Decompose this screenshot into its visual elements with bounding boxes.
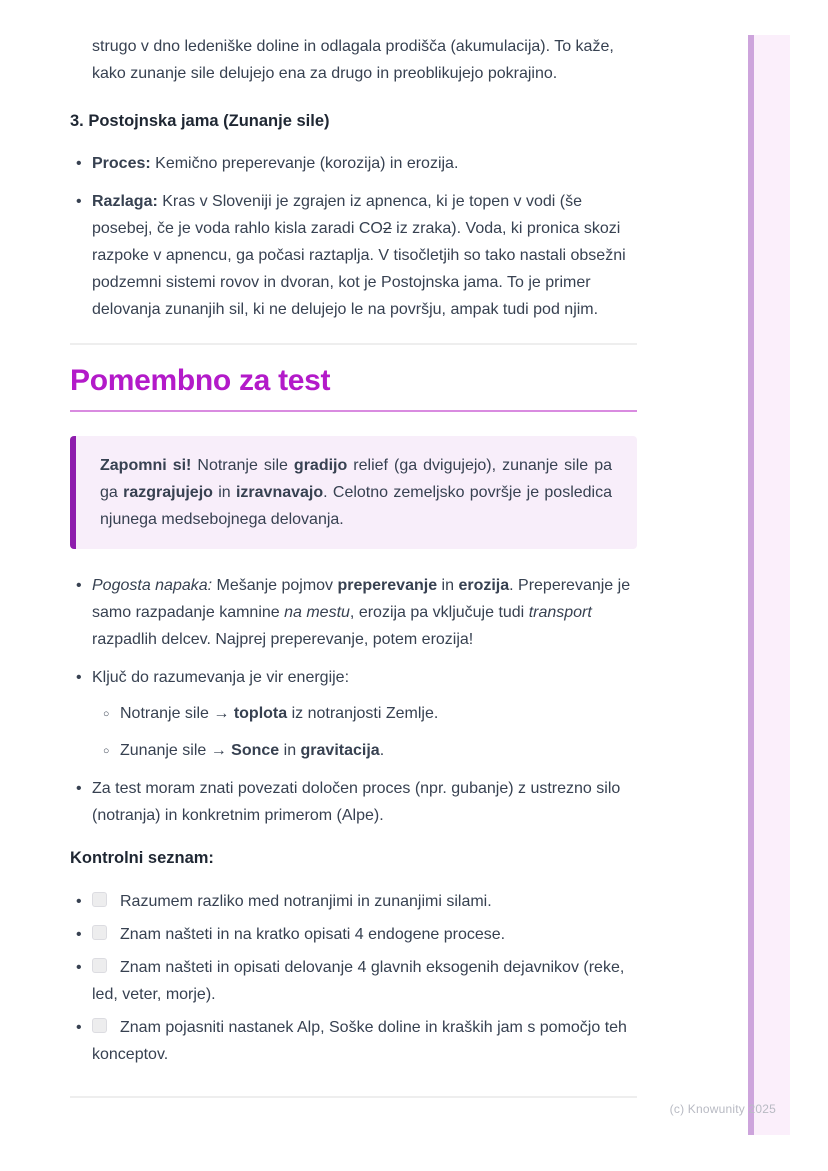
page-title: Pomembno za test [70, 364, 331, 397]
sublist-item-text: Zunanje sile → Sonce in gravitacija. [120, 742, 385, 759]
checklist-item-text: Razumem razliko med notranjimi in zunanjimi silami. [120, 893, 492, 910]
checklist-item-text: Znam našteti in opisati delovanje 4 glavnih eksogenih dejavnikov (reke, led, veter, morje). [92, 959, 625, 1003]
list-item-za-test [70, 775, 637, 829]
process-list [70, 150, 637, 323]
checkbox-unchecked[interactable] [92, 925, 107, 940]
checklist-item [70, 1014, 637, 1068]
document-content [70, 33, 637, 1098]
list-item-text: Pogosta napaka: Mešanje pojmov preperevanje in erozija. Preperevanje je samo razpadanje kamnine na mestu, erozija pa vključuje tudi transport razpadlih delcev. Najprej preperevanje, potem erozija! [92, 577, 631, 648]
sublist-item-zunanje [92, 737, 637, 764]
callout-box [70, 436, 637, 549]
intro-paragraph: strugo v dno ledeniške doline in odlagala prodišča (akumulacija). To kaže, kako zunanje sile delujejo ena za drugo in preoblikujejo pokrajino. [92, 38, 614, 82]
checklist [70, 888, 637, 1068]
list-item-text: Ključ do razumevanja je vir energije: [92, 669, 350, 686]
checklist-item-text: Znam pojasniti nastanek Alp, Soške doline in kraških jam s pomočjo teh konceptov. [92, 1019, 627, 1063]
callout-text: Zapomni si! Notranje sile gradijo relief (ga dvigujejo), zunanje sile pa ga razgrajujejo in izravnavajo. Celotno zemeljsko površje je posledica njunega medsebojnega delovanja. [100, 457, 613, 528]
list-item-text: Za test moram znati povezati določen proces (npr. gubanje) z ustrezno silo (notranja) in konkretnim primerom (Alpe). [92, 780, 621, 824]
checklist-item [70, 954, 637, 1008]
sublist-item-notranje [92, 700, 637, 727]
checkbox-unchecked[interactable] [92, 958, 107, 973]
checklist-item [70, 921, 637, 948]
list-item-proces [70, 150, 637, 177]
title-underline [70, 410, 637, 412]
list-item-text: Proces: Kemično preperevanje (korozija) in erozija. [92, 155, 459, 172]
list-item-pogosta-napaka [70, 572, 637, 653]
checkbox-unchecked[interactable] [92, 892, 107, 907]
checklist-heading: Kontrolni seznam: [70, 849, 214, 867]
section-divider [70, 343, 637, 345]
list-item-razlaga [70, 188, 637, 323]
energy-sublist [92, 700, 637, 764]
sublist-item-text: Notranje sile → toplota iz notranjosti Zemlje. [120, 705, 439, 722]
list-item-kljuc [70, 664, 637, 764]
checklist-item [70, 888, 637, 915]
tips-list [70, 572, 637, 829]
bottom-divider [70, 1096, 637, 1098]
page-edge-decoration [748, 35, 790, 1135]
list-item-text: Razlaga: Kras v Sloveniji je zgrajen iz apnenca, ki je topen v vodi (še posebej, če je voda rahlo kisla zaradi CO2 iz zraka). Voda, ki pronica skozi razpoke v apnencu, ga počasi raztaplja. V tisočletjih so tako nastali obsežni podzemni sistemi rovov in dvoran, kot je Postojnska jama. To je primer delovanja zunanjih sil, ki ne delujejo le na površju, ampak tudi pod njim. [92, 193, 626, 318]
checklist-item-text: Znam našteti in na kratko opisati 4 endogene procese. [120, 926, 506, 943]
section-heading: 3. Postojnska jama (Zunanje sile) [70, 112, 330, 130]
checkbox-unchecked[interactable] [92, 1018, 107, 1033]
copyright-footer: (c) Knowunity 2025 [669, 1102, 776, 1116]
